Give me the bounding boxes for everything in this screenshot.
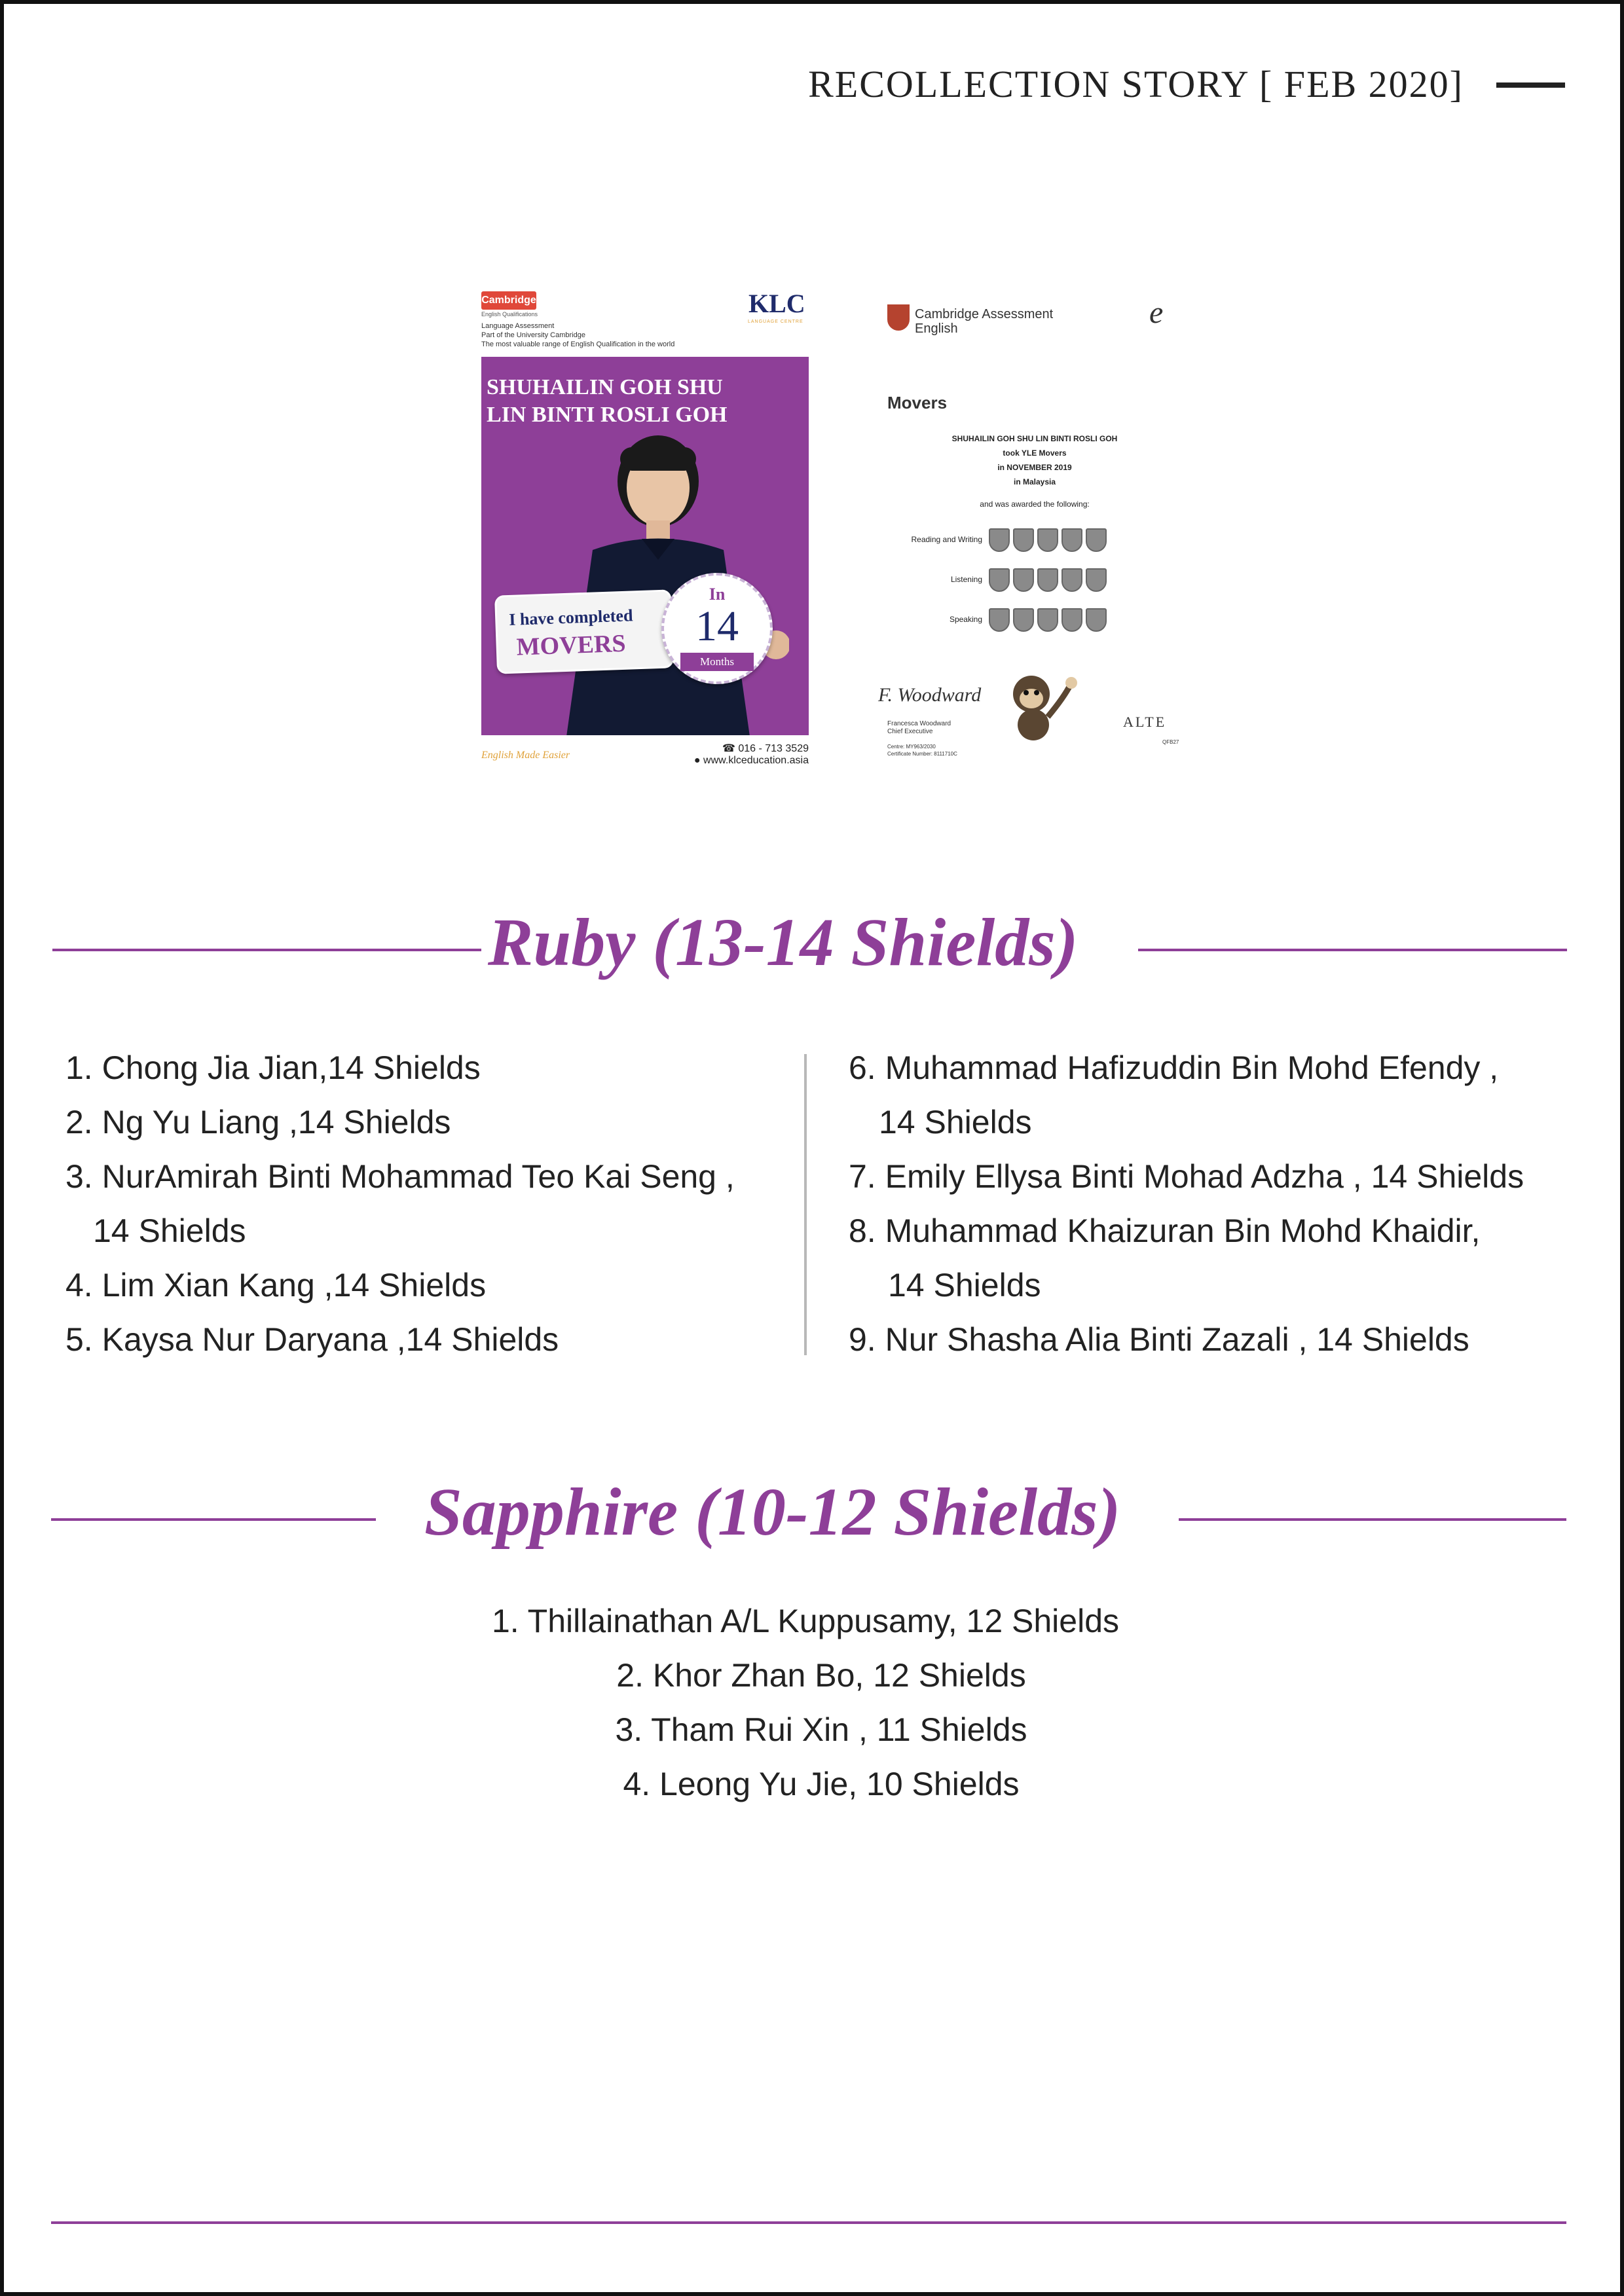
- cambridge-crest-icon: [887, 304, 910, 331]
- certificate-exam: took YLE Movers: [1003, 448, 1067, 458]
- cambridge-description: Language Assessment Part of the University Cambridge The most valuable range of English Qualification in the world: [481, 322, 675, 348]
- signatory-name: Francesca Woodward Chief Executive: [887, 720, 951, 735]
- page-title: RECOLLECTION STORY [ FEB 2020]: [808, 63, 1464, 105]
- ruby-heading: Ruby (13-14 Shields): [488, 905, 1079, 980]
- shield-icon: [1013, 568, 1034, 592]
- alte-code: QFB27: [1162, 739, 1179, 745]
- shield-icon: [1013, 528, 1034, 552]
- sapphire-entry: 3. Tham Rui Xin , 11 Shields: [615, 1711, 1027, 1748]
- skill-label: Listening: [950, 575, 982, 584]
- ruby-entry: 8. Muhammad Khaizuran Bin Mohd Khaidir,: [849, 1212, 1481, 1249]
- ruby-entry: 5. Kaysa Nur Daryana ,14 Shields: [65, 1321, 559, 1358]
- shield-icon: [1086, 568, 1107, 592]
- shield-set: [989, 568, 1107, 592]
- completion-sign: [494, 589, 674, 674]
- ruby-entry: 3. NurAmirah Binti Mohammad Teo Kai Seng ,: [65, 1158, 735, 1195]
- shield-icon: [1086, 528, 1107, 552]
- months-badge: [661, 573, 773, 684]
- certificate-date: in NOVEMBER 2019: [997, 463, 1072, 472]
- poster-phone: ☎ 016 - 713 3529: [722, 743, 809, 754]
- sign-level-text: MOVERS: [516, 629, 627, 661]
- klc-logo: KLC: [748, 289, 805, 318]
- monkey-mascot-icon: [1002, 671, 1080, 743]
- shield-set: [989, 608, 1107, 632]
- certificate-brand: Cambridge Assessment English: [915, 307, 1054, 336]
- shield-icon: [1061, 568, 1082, 592]
- poster-purple-panel: [481, 357, 809, 735]
- signature: F. Woodward: [878, 684, 982, 706]
- ruby-heading-line-left: [52, 949, 481, 951]
- months-badge-in: In: [709, 585, 726, 604]
- sapphire-heading: Sapphire (10-12 Shields): [424, 1474, 1121, 1550]
- shield-icon: [1037, 568, 1058, 592]
- shield-icon: [1061, 608, 1082, 632]
- sign-completed-text: I have completed: [508, 606, 633, 629]
- header-dash-decoration: [1496, 82, 1565, 88]
- ruby-entry-continuation: 14 Shields: [93, 1212, 246, 1249]
- shield-icon: [1037, 528, 1058, 552]
- certificate-country: in Malaysia: [1013, 477, 1056, 486]
- shield-icon: [1086, 608, 1107, 632]
- cambridge-badge-caption: English Qualifications: [481, 311, 538, 318]
- ruby-entry: 7. Emily Ellysa Binti Mohad Adzha , 14 Shields: [849, 1158, 1524, 1195]
- skill-row-listening: [874, 568, 1195, 593]
- months-badge-number: 14: [695, 602, 739, 650]
- royal-emblem-icon: e: [1149, 295, 1164, 330]
- ruby-entry-continuation: 14 Shields: [879, 1104, 1032, 1140]
- column-divider: [804, 1054, 807, 1355]
- months-badge-label: Months: [680, 653, 754, 671]
- poster-website-url: www.klceducation.asia: [703, 755, 809, 766]
- cambridge-badge: Cambridge: [481, 291, 536, 310]
- ruby-heading-line-right: [1138, 949, 1567, 951]
- shield-icon: [1061, 528, 1082, 552]
- ruby-entry: 6. Muhammad Hafizuddin Bin Mohd Efendy ,: [849, 1049, 1499, 1086]
- sapphire-entry: 1. Thillainathan A/L Kuppusamy, 12 Shields: [491, 1603, 1120, 1639]
- ruby-entry: 1. Chong Jia Jian,14 Shields: [65, 1049, 481, 1086]
- student-poster: [478, 278, 812, 769]
- alte-logo: ALTE: [1123, 714, 1167, 730]
- ruby-entry: 9. Nur Shasha Alia Binti Zazali , 14 Shields: [849, 1321, 1469, 1358]
- certificate-level: Movers: [887, 393, 948, 412]
- ruby-entry-continuation: 14 Shields: [888, 1267, 1041, 1303]
- shield-icon: [989, 568, 1010, 592]
- sapphire-heading-line-right: [1179, 1518, 1566, 1521]
- poster-website: ● www.klceducation.asia: [693, 755, 809, 766]
- shield-icon: [1037, 608, 1058, 632]
- shield-set: [989, 528, 1107, 552]
- shield-icon: [989, 528, 1010, 552]
- certificate-student-name: SHUHAILIN GOH SHU LIN BINTI ROSLI GOH: [951, 434, 1118, 443]
- poster-phone-number: 016 - 713 3529: [738, 743, 809, 754]
- shield-icon: [989, 608, 1010, 632]
- skill-label: Reading and Writing: [911, 535, 982, 544]
- student-name: SHUHAILIN GOH SHU LIN BINTI ROSLI GOH: [487, 375, 728, 427]
- footer-divider: [51, 2221, 1566, 2224]
- certificate-numbers: Centre: MY963/2030 Certificate Number: 8111710C: [887, 744, 957, 757]
- shield-icon: [1013, 608, 1034, 632]
- poster-motto: English Made Easier: [481, 750, 570, 761]
- ruby-entry: 4. Lim Xian Kang ,14 Shields: [65, 1267, 487, 1303]
- skill-row-reading-writing: [874, 528, 1195, 553]
- sapphire-entry: 2. Khor Zhan Bo, 12 Shields: [616, 1657, 1026, 1694]
- ruby-entry: 2. Ng Yu Liang ,14 Shields: [65, 1104, 451, 1140]
- cambridge-certificate: [874, 278, 1195, 769]
- klc-logo-caption: LANGUAGE CENTRE: [748, 319, 803, 324]
- skill-row-speaking: [874, 608, 1195, 633]
- sapphire-entry: 4. Leong Yu Jie, 10 Shields: [623, 1766, 1020, 1802]
- certificate-awarded: and was awarded the following:: [980, 500, 1090, 509]
- skill-label: Speaking: [949, 615, 982, 624]
- sapphire-heading-line-left: [51, 1518, 376, 1521]
